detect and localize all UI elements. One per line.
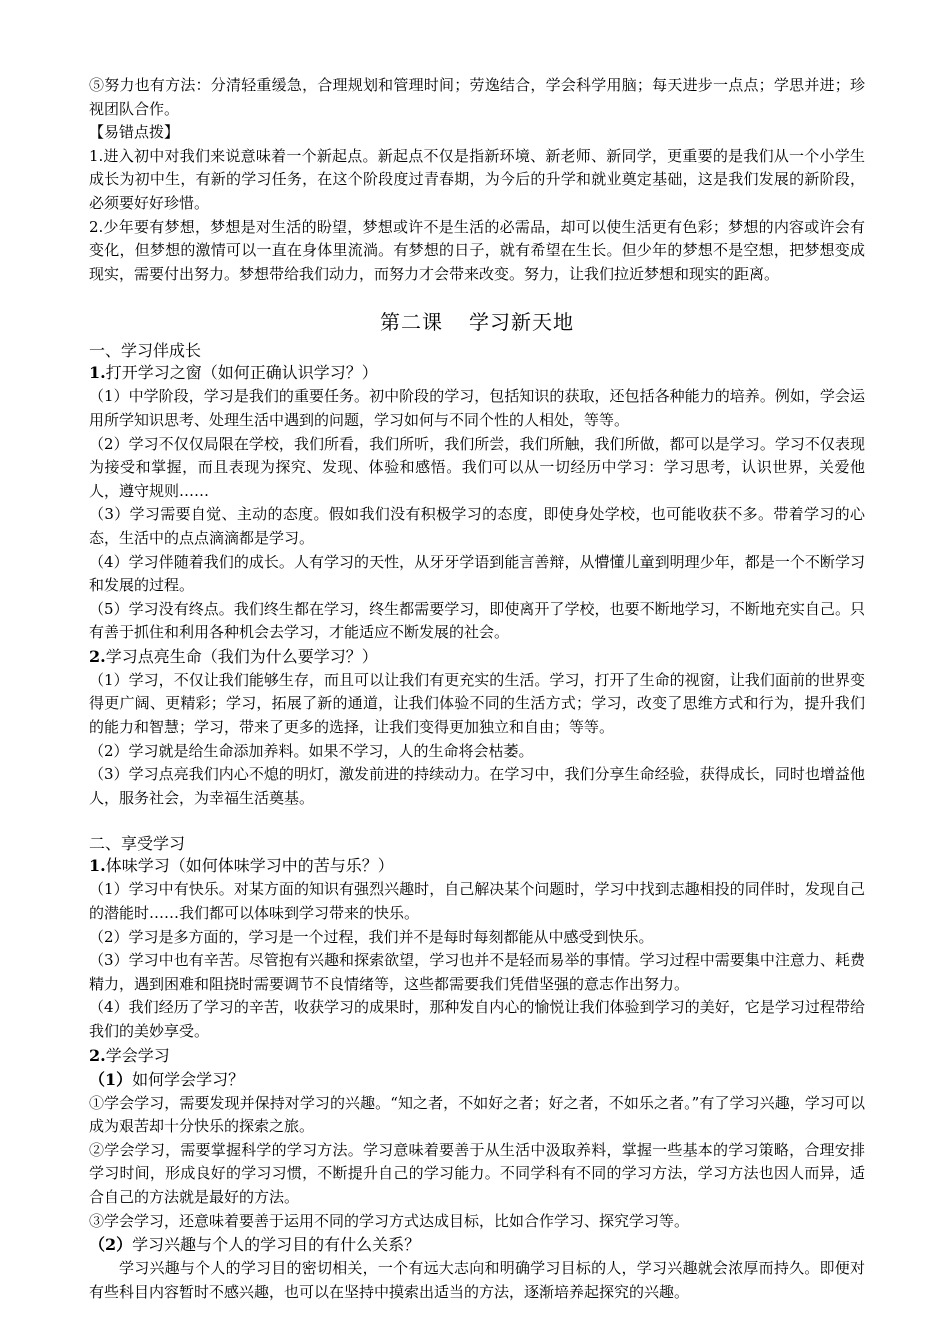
part2-s1-item: （1）学习中有快乐。对某方面的知识有强烈兴趣时，自己解决某个问题时，学习中找到志趣相投的同伴时，发现自己的潜能时……我们都可以体味到学习带来的快乐。	[89, 880, 865, 923]
part1-s1-item: （4）学习伴随着我们的成长。人有学习的天性，从牙牙学语到能言善辩，从懵懂儿童到明理少年，都是一个不断学习和发展的过程。	[89, 552, 865, 595]
document-page	[89, 74, 865, 1304]
effort-methods-paragraph: ⑤努力也有方法：分清轻重缓急，合理规划和管理时间；劳逸结合，学会科学用脑；每天进步一点点；学思并进；珍视团队合作。	[89, 76, 865, 118]
tip-paragraph-1: 1.进入初中对我们来说意味着一个新起点。新起点不仅是指新环境、新老师、新同学，更重要的是我们从一个小学生成长为初中生，有新的学习任务，在这个阶段度过青春期，为今后的升学和就业奠定基础，这是我们发展的新阶段，必须要好好珍惜。	[89, 146, 865, 212]
part2-q1-heading	[89, 1068, 865, 1092]
part2-s1-heading	[89, 854, 865, 878]
part2-q2-title: 学习兴趣与个人的学习目的有什么关系？	[132, 1235, 421, 1255]
part1-s2-heading	[89, 645, 865, 669]
tip-paragraph-2: 2.少年要有梦想，梦想是对生活的盼望，梦想或许不是生活的必需品，却可以使生活更有色彩；梦想的内容或许会有变化，但梦想的激情可以一直在身体里流淌。有梦想的日子，就有希望在生长。但少年的梦想不是空想，把梦想变成现实，需要付出努力。梦想带给我们动力，而努力才会带来改变。努力，让我们拉近梦想和现实的距离。	[89, 217, 865, 283]
part2-q1-title: 如何学会学习？	[132, 1069, 245, 1089]
tip-heading: 【易错点拨】	[89, 123, 180, 142]
part2-s1-title: 体味学习（如何体味学习中的苦与乐？）	[105, 856, 394, 876]
part1-heading: 一、学习伴成长	[89, 341, 202, 361]
section-spacer	[89, 810, 865, 833]
part1-s2-item: （1）学习，不仅让我们能够生存，而且可以让我们有更充实的生活。学习，打开了生命的视窗，让我们面前的世界变得更广阔、更精彩；学习，拓展了新的通道，让我们体验不同的生活方式；学习，改变了思维方式和行为，提升我们的能力和智慧；学习，带来了更多的选择，让我们变得更加独立和自由；等等。	[89, 670, 865, 737]
part1-s1-title: 打开学习之窗（如何正确认识学习？）	[105, 363, 378, 383]
part2-q2-answer: 学习兴趣与个人的学习目的密切相关，一个有远大志向和明确学习目标的人，学习兴趣就会浓厚而持久。即便对有些科目内容暂时不感兴趣，也可以在坚持中摸索出适当的方法，逐渐培养起探究的兴趣。	[89, 1259, 865, 1301]
part2-s1-item: （3）学习中也有辛苦。尽管抱有兴趣和探索欲望，学习也并不是轻而易举的事情。学习过程中需要集中注意力、耗费精力，遇到困难和阻挠时需要调节不良情绪等，这些都需要我们凭借坚强的意志作出努力。	[89, 951, 865, 993]
part1-s1-heading	[89, 361, 865, 385]
part2-q2-number: （2）	[89, 1235, 133, 1255]
part1-s1-item: （2）学习不仅仅局限在学校，我们所看，我们所听，我们所尝，我们所触，我们所做，都可以是学习。学习不仅表现为接受和掌握，而且表现为探究、发现、体验和感悟。我们可以从一切经历中学习：学习思考，认识世界，关爱他人，遵守规则……	[89, 434, 865, 500]
part1-s2-title: 学习点亮生命（我们为什么要学习？）	[105, 646, 378, 666]
part2-heading: 二、享受学习	[89, 834, 186, 854]
part1-s1-item: （3）学习需要自觉、主动的态度。假如我们没有积极学习的态度，即使身处学校，也可能收获不多。带着学习的心态，生活中的点点滴滴都是学习。	[89, 505, 865, 547]
part1-s1-item: （5）学习没有终点。我们终生都在学习，终生都需要学习，即使离开了学校，也要不断地学习，不断地充实自己。只有善于抓住和利用各种机会去学习，才能适应不断发展的社会。	[89, 599, 865, 642]
part2-s2-heading	[89, 1044, 865, 1068]
part1-s2-item: （3）学习点亮我们内心不熄的明灯，激发前进的持续动力。在学习中，我们分享生命经验，获得成长，同时也增益他人，服务社会，为幸福生活奠基。	[89, 765, 865, 807]
lesson-title	[89, 308, 865, 336]
part2-q1-item: ③学会学习，还意味着要善于运用不同的学习方式达成目标，比如合作学习、探究学习等。	[89, 1211, 690, 1230]
part2-s2-title: 学会学习	[105, 1045, 170, 1065]
part2-s2-number: 2.	[89, 1045, 106, 1065]
part2-q2-heading	[89, 1233, 865, 1257]
part2-s1-item: （4）我们经历了学习的辛苦，收获学习的成果时，那种发自内心的愉悦让我们体验到学习的美好，它是学习过程带给我们的美妙享受。	[89, 998, 865, 1040]
part1-s2-number: 2.	[89, 646, 106, 666]
part1-s1-number: 1.	[89, 363, 106, 383]
part2-q1-item: ①学会学习，需要发现并保持对学习的兴趣。“知之者，不如好之者；好之者，不如乐之者。”有了学习兴趣，学习可以成为艰苦却十分快乐的探索之旅。	[89, 1093, 865, 1136]
part1-s1-item: （1）中学阶段，学习是我们的重要任务。初中阶段的学习，包括知识的获取，还包括各种能力的培养。例如，学会运用所学知识思考、处理生活中遇到的问题，学习如何与不同个性的人相处，等等。	[89, 387, 865, 429]
lesson-name: 学习新天地	[469, 310, 574, 335]
part2-s1-number: 1.	[89, 856, 106, 876]
part2-s1-item: （2）学习是多方面的，学习是一个过程，我们并不是每时每刻都能从中感受到快乐。	[89, 927, 654, 946]
part1-s2-item: （2）学习就是给生命添加养料。如果不学习，人的生命将会枯萎。	[89, 741, 534, 760]
part2-q1-item: ②学会学习，需要掌握科学的学习方法。学习意味着要善于从生活中汲取养料，掌握一些基本的学习策略，合理安排学习时间，形成良好的学习习惯，不断提升自己的学习能力。不同学科有不同的学习方法，学习方法也因人而异，适合自己的方法就是最好的方法。	[89, 1140, 865, 1206]
lesson-number: 第二课	[380, 310, 443, 335]
part2-q1-number: （1）	[89, 1069, 133, 1089]
